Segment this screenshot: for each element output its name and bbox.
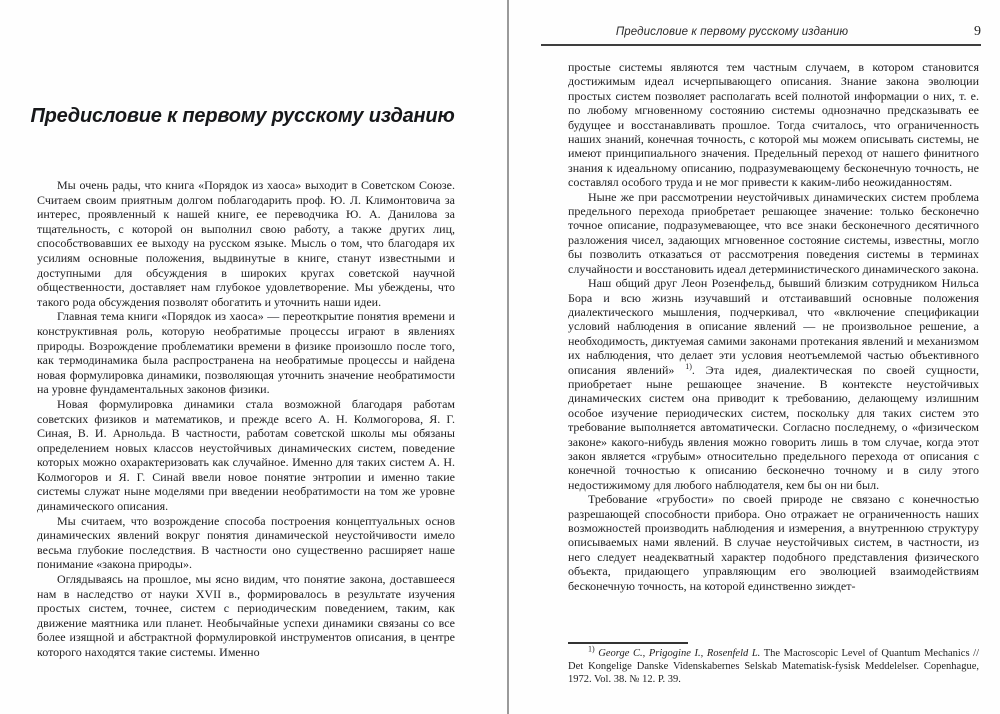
running-header bbox=[549, 24, 981, 40]
paragraph: Ныне же при рассмотрении неустойчивых динамических систем проблема предельного перехода приобретает решающее значение: только бесконечно точное описание, подразумевающее, что все знаки бесконечного десятичного разложения чисел, задающих мгновенное состояние системы, известны, могло бы позволить отказаться от рассмотрения поведения системы в терминах случайности и восстановить идеал детерминистического динамического закона. bbox=[568, 189, 979, 276]
paragraph: Оглядываясь на прошлое, мы ясно видим, что понятие закона, доставшееся нам в наследство от науки XVII в., формировалось в результате изучения простых систем, точнее, систем с периодическим поведением, таким, как движение маятника или планет. Необычайные успехи динамики связаны со все более изящной и абстрактной формулировкой инструментов описания, в центре которого находятся такие системы. Именно bbox=[37, 572, 455, 659]
left-page-body bbox=[37, 178, 455, 696]
paragraph-text: Наш общий друг Леон Розенфельд, бывший близким сотрудником Нильса Бора и всю жизнь изучавший и отстаивавший основные положения диалектического мышления, подчеркивал, что «включение спецификации условий наблюдения в описание явлений — не произвольное решение, а необходимость, диктуемая самими законами протекания явлений и механизмом их наблюдения, что делает эти условия неотъемлемой частью объективного описания явлений» bbox=[568, 276, 979, 377]
chapter-title: Предисловие к первому русскому изданию bbox=[30, 105, 455, 127]
paragraph: Новая формулировка динамики стала возможной благодаря работам советских физиков и математиков, и прежде всего А. Н. Колмогорова, Я. Г. Синая, В. И. Арнольда. В частности, работам советской школы мы обязаны определением новых классов неустойчивых динамических систем, поведение которых можно охарактеризовать как случайное. Именно для таких систем А. Н. Колмогоров и Я. Г. Синай ввели новое понятие энтропии и именно такие системы служат ныне моделями при введении необратимости на том же уровне динамического описания. bbox=[37, 396, 455, 514]
paragraph: простые системы являются тем частным случаем, в котором становится достижимым идеал исчерпывающего описания. Знание закона эволюции простых систем позволяет располагать всей полнотой информации о них, т. е. по любому мгновенному состоянию системы однозначно предсказывать ее будущее и восстанавливать прошлое. Тогда считалось, что ограниченность наших знаний, конечная точность, с которой мы можем описывать системы, не имеют принципиального значения. Предельный переход от нашего финитного знания к идеальному описанию, подразумевающему бесконечную точность, не составлял особого труда и не мог привести к каким-либо неожиданностям. bbox=[568, 60, 979, 190]
footnote bbox=[568, 638, 979, 708]
paragraph: Главная тема книги «Порядок из хаоса» — переоткрытие понятия времени и конструктивная роль, которую необратимые процессы играют в явлениях природы. Возрождение проблематики времени в физике произошло после того, как термодинамика была распространена на необратимые процессы и найдена новая формулировка динамики, позволяющая уточнить значение необратимости на уровне фундаментальных законов физики. bbox=[37, 309, 455, 397]
footnote-text bbox=[568, 644, 979, 686]
footnote-marker: 1) bbox=[588, 644, 595, 654]
page-number: 9 bbox=[974, 24, 981, 39]
right-page bbox=[509, 0, 1000, 714]
footnote-reference-marker: 1) bbox=[685, 361, 692, 371]
paragraph: Мы очень рады, что книга «Порядок из хаоса» выходит в Советском Союзе. Считаем своим приятным долгом поблагодарить проф. Ю. Л. Климонтовича за интерес, проявленный к нашей книге, ее переводчика Ю. А. Данилова за тщательность, с которой он выполнил свою работу, а также других лиц, способствовавших ее выходу на русском языке. Мысль о том, что благодаря их усилиям основные положения, выдвинутые в книге, станут известными и доступными для обсуждения в широких кругах советской научной общественности, доставляет нам глубокое удовлетворение. Мы убеждены, что такого рода обсуждения позволят обогатить и уточнить наши идеи. bbox=[37, 178, 455, 309]
header-rule bbox=[541, 44, 981, 46]
right-page-body bbox=[568, 60, 979, 637]
footnote-citation: The Macroscopic Level of Quantum Mechanics // Det Kongelige Danske Videnskabernes Selskab Matematisk-fysisk Meddelelser. Copenhague, 1972. Vol. 38. № 12. P. 39. bbox=[568, 648, 979, 685]
paragraph-with-footnote-ref bbox=[568, 276, 979, 492]
running-header-title: Предисловие к первому русскому изданию bbox=[615, 26, 849, 38]
footnote-authors: George C., Prigogine I., Rosenfeld L. bbox=[594, 648, 761, 659]
footnote-rule bbox=[568, 642, 688, 644]
paragraph: Мы считаем, что возрождение способа построения концептуальных основ динамических явлений вокруг понятия динамической неустойчивости имело весьма глубокие последствия. В частности оно существенно расширяет наше понимание «закона природы». bbox=[37, 513, 455, 572]
paragraph: Требование «грубости» по своей природе не связано с конечностью разрешающей способности прибора. Оно отражает не ограниченность наших возможностей производить наблюдения и измерения, а внутреннюю структуру описываемых нами явлений. В случае неустойчивых систем, в частности, из него следует неадекватный характер подобного представления физического объекта, придающего управляющим его эволюцией взаимодействиям бесконечную точность, на которой единственно зиждет- bbox=[568, 492, 979, 593]
paragraph-text: . Эта идея, диалектическая по своей сущности, приобретает ныне решающее значение. В контексте неустойчивых динамических систем она приводит к требованию, делающему излишним особое изучение периодических систем, поскольку для таких систем это требование выполняется автоматически. Согласно последнему, о «физическом законе» какого-нибудь явления можно говорить лишь в том случае, когда этот закон является «грубым» относительно предельного перехода от описания с конечной точностью к описанию бесконечно точному и в силу этого недостижимому для любого наблюдателя, кем бы он ни был. bbox=[568, 362, 979, 492]
